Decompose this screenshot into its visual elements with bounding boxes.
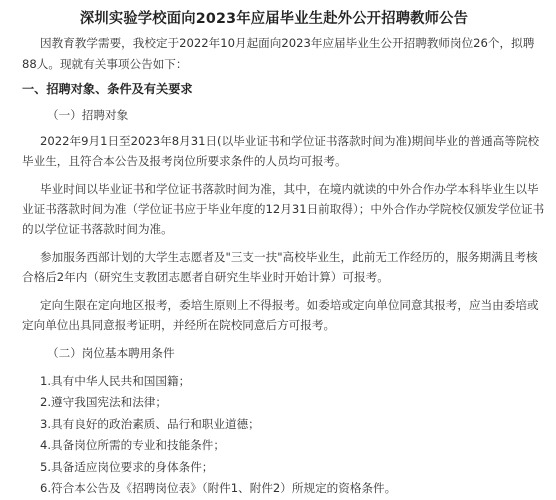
para-2-line-3: 的以学位证书落款时间为准。 [22,222,173,236]
para-1-line-1: 2022年9月1日至2023年8月31日(以毕业证书和学位证书落款时间为准)期间毕业的普通高等院校 [40,134,540,148]
para-2-line-1: 毕业时间以毕业证书和学位证书落款时间为准，其中，在境内就读的中外合作办学本科毕业生以毕 [40,182,539,196]
page-title: 深圳实验学校面向2023年应届毕业生赴外公开招聘教师公告 [79,11,469,27]
para-3-line-2: 合格后2年内（研究生支教团志愿者自研究生毕业时开始计算）可报考。 [22,270,389,284]
para-1-line-2: 毕业生，且符合本公告及报考岗位所要求条件的人员均可报考。 [22,154,347,168]
intro-line-2: 88人。现就有关事项公告如下： [22,57,188,71]
para-4-line-1: 定向生限在定向地区报考，委培生原则上不得报考。如委培或定向单位同意其报考，应当由委培或 [40,298,539,312]
section-heading-1: 一、招聘对象、条件及有关要求 [22,82,193,96]
intro-line-1: 因教育教学需要，我校定于2022年10月起面向2023年应届毕业生公开招聘教师岗位26个，拟聘 [40,36,535,50]
condition-item: 3.具有良好的政治素质、品行和职业道德； [40,416,260,431]
condition-item: 5.具备适应岗位要求的身体条件； [40,459,214,474]
condition-item: 6.符合本公告及《招聘岗位表》（附件1、附件2）所规定的资格条件。 [40,481,397,495]
subheading-basic-conditions: （二）岗位基本聘用条件 [47,346,175,360]
para-3-line-1: 参加服务西部计划的大学生志愿者及"三支一扶"高校毕业生，此前无工作经历的，服务期满且考核 [40,250,538,264]
para-2-line-2: 业证书落款时间为准（学位证书应于毕业年度的12月31日前取得）；中外合作办学院校仅颁发学位证书 [22,202,545,216]
condition-item: 2.遵守我国宪法和法律； [40,395,167,410]
subheading-recruit-target: （一）招聘对象 [47,108,129,122]
para-4-line-2: 定向单位出具同意报考证明，并经所在院校同意后方可报考。 [22,318,336,332]
condition-item: 1.具有中华人民共和国国籍； [40,374,191,388]
condition-item: 4.具备岗位所需的专业和技能条件； [40,438,225,453]
